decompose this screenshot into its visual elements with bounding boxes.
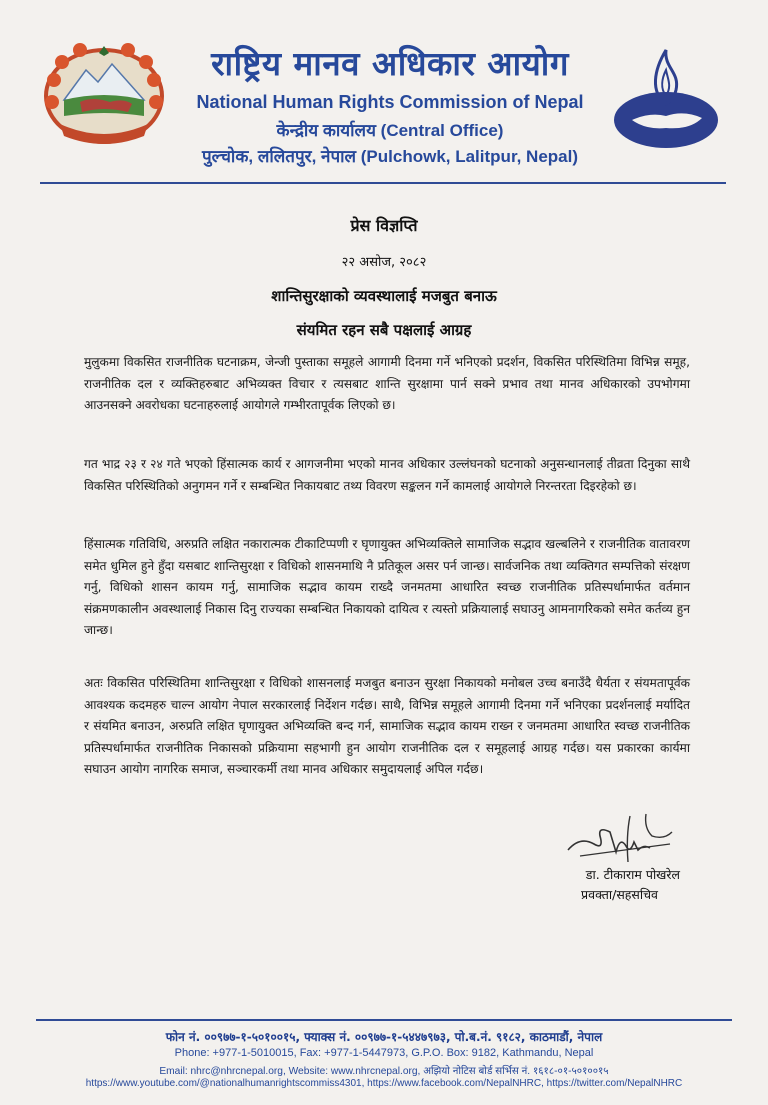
letterhead (0, 0, 768, 190)
footer-email-website: Email: nhrc@nhrcnepal.org, Website: www.nhrcnepal.org, अझियो नोटिस बोर्ड सर्भिस नं. १६१८-०१-५०१००१५ (159, 1066, 609, 1077)
release-subheadline: संयमित रहन सबै पक्षलाई आग्रह (296, 321, 472, 339)
office-address: पुल्चोक, ललितपुर, नेपाल (Pulchowk, Lalitpur, Nepal) (201, 147, 579, 166)
signatory-name: डा. टीकाराम पोखरेल (585, 867, 680, 882)
nepal-emblem-icon (40, 40, 168, 148)
release-type-title: प्रेस विज्ञप्ति (350, 216, 418, 235)
org-name-english: National Human Rights Commission of Nepal (196, 92, 584, 112)
body-paragraph: गत भाद्र २३ र २४ गते भएको हिंसात्मक कार्य र आगजनीमा भएको मानव अधिकार उल्लंघनको घटनाको अनुसन्धानलाई तीव्रता दिनुका साथै विकसित परिस्थितिको अनुगमन गर्ने र सम्बन्धित निकायबाट तथ्य विवरण सङ्कलन गर्ने कामलाई आयोगले निरन्तरता दिइरहेको छ। (84, 457, 690, 493)
footer-divider (36, 1019, 732, 1021)
footer-contact-nepali: फोन नं. ००९७७-१-५०१००१५, फ्याक्स नं. ००९७७-१-५४४७९७३, पो.ब.नं. ९१८२, काठमाडौं, नेपाल (165, 1030, 603, 1044)
signatory-role: प्रवक्ता/सहसचिव (581, 887, 658, 902)
body-paragraph: अतः विकसित परिस्थितिमा शान्तिसुरक्षा र विधिको शासनलाई मजबुत बनाउन सुरक्षा निकायको मनोबल उच्च बनाउँदै धैर्यता र संयमतापूर्वक आवश्यक कदमहरु चाल्न आयोग नेपाल सरकारलाई निर्देशन गर्दछ। साथै, विभिन्न समूहले आगामी दिनमा गर्ने भनिएका प्रदर्शनलाई मर्यादित र संयमित बनाउन, अरुप्रति लक्षित घृणायुक्त अभिव्यक्ति बन्द गर्न, सामाजिक सद्भाव कायम राख्न र जनमतमा आधारित स्वच्छ राजनीतिक प्रतिस्पर्धामार्फत राजनीतिक निकासको प्रक्रियामा सहभागी हुन आयोग राजनीतिक दल र समूहलाई आग्रह गर्दछ। यस प्रकारका कार्यमा सघाउन आयोग नागरिक समाज, सञ्चारकर्मी तथा मानव अधिकार समुदायलाई अपिल गर्दछ। (84, 676, 690, 776)
release-headline: शान्तिसुरक्षाको व्यवस्थालाई मजबुत बनाऊ (271, 287, 497, 305)
footer-contact-english: Phone: +977-1-5010015, Fax: +977-1-5447973, G.P.O. Box: 9182, Kathmandu, Nepal (174, 1047, 594, 1059)
release-date: २२ असोज, २०८२ (341, 255, 427, 270)
handwritten-signature (560, 806, 680, 868)
body-paragraph: हिंसात्मक गतिविधि, अरुप्रति लक्षित नकारात्मक टीकाटिप्पणी र घृणायुक्त अभिव्यक्तिले सामाजिक सद्भाव खल्बलिने र राजनीतिक वातावरण समेत धुमिल हुने हुँदा यसबाट शान्तिसुरक्षा र विधिको शासनमाथि नै प्रतिकूल असर पर्न जान्छ। सार्वजनिक तथा व्यक्तिगत सम्पत्तिको संरक्षण गर्नु, विधिको शासन कायम गर्नु, सामाजिक सद्भाव कायम राख्दै जनमतमा आधारित स्वच्छ राजनीतिक प्रतिस्पर्धामार्फत वर्तमान संक्रमणकालीन अवस्थालाई निकास दिनु राज्यका सम्बन्धित निकायको दायित्व र त्यस्तो प्रक्रियालाई सघाउनु आमनागरिकको समेत कर्तव्य हुन जान्छ। (84, 537, 690, 637)
office-name: केन्द्रीय कार्यालय (Central Office) (276, 121, 504, 140)
footer-social-links: https://www.youtube.com/@nationalhumanrightscommiss4301, https://www.facebook.com/NepalNHRC, https://twitter.com/NepalNHRC (85, 1078, 683, 1089)
body-paragraph: मुलुकमा विकसित राजनीतिक घटनाक्रम, जेन्जी पुस्ताका समूहले आगामी दिनमा गर्ने भनिएको प्रदर्शन, विकसित परिस्थितिमा विभिन्न समूह, राजनीतिक दल र व्यक्तिहरुबाट अभिव्यक्त विचार र त्यसबाट शान्ति सुरक्षामा पार्न सक्ने प्रभाव तथा मानव अधिकारको उपभोगमा आउनसक्ने अवरोधका घटनाहरुलाई आयोगले गम्भीरतापूर्वक लिएको छ। (84, 355, 690, 412)
org-name-nepali: राष्ट्रिय मानव अधिकार आयोग (211, 44, 569, 83)
nhrc-flame-logo-icon (610, 42, 722, 154)
header-divider (40, 182, 726, 184)
